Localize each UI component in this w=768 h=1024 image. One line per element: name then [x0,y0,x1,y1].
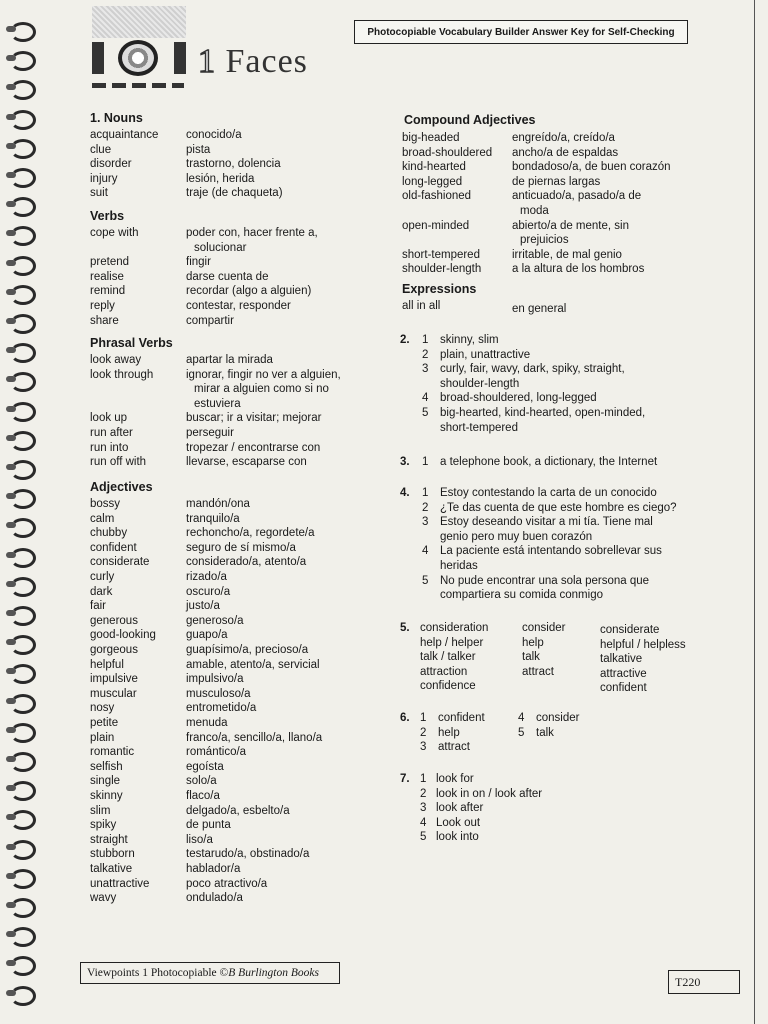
english-term: reply [90,300,115,312]
adjective-form: confident [600,682,647,695]
spiral-ring [6,166,36,184]
publisher-brand: B Burlington Books [228,967,319,979]
answer-number: 3 [420,802,427,815]
english-term: look up [90,412,128,425]
answer-number: 2 [420,787,427,800]
verb-form: talk [522,651,540,664]
spanish-translation: franco/a, sencillo/a, llano/a [186,731,323,744]
spiral-ring [6,341,36,359]
spanish-translation: ancho/a de espaldas [512,146,619,159]
exercise-number: 2. [400,334,410,346]
english-term: dark [90,585,113,598]
english-term: clue [90,143,112,156]
spiral-ring [6,984,36,1002]
english-term: skinny [90,790,123,802]
spanish-translation: ondulado/a [186,892,243,905]
english-term: big-headed [402,132,460,144]
spanish-translation: testarudo/a, obstinado/a [186,848,310,861]
answer-text: compartiera su comida conmigo [440,589,603,602]
english-term: straight [90,833,128,846]
answer-number: 2 [420,726,427,739]
english-term: talkative [90,863,133,875]
english-term: shoulder-length [402,263,482,276]
english-term: share [90,314,119,327]
spiral-ring [6,925,36,943]
english-term: fair [90,600,106,613]
spiral-ring [6,867,36,885]
answer-text: confident [438,712,485,724]
english-term: cope with [90,227,139,239]
spanish-translation: guapísimo/a, precioso/a [186,644,309,656]
spanish-translation: apartar la mirada [186,354,273,366]
english-term: remind [90,285,126,298]
english-term: single [90,775,121,788]
english-term: realise [90,270,124,283]
spanish-translation: moda [520,205,549,217]
unit-title [198,42,308,82]
english-term: considerate [90,556,150,569]
noun-form: attraction [420,665,468,678]
section-heading: Phrasal Verbs [90,336,173,350]
unit-number: 1 [198,43,216,80]
spanish-translation: menuda [186,717,228,729]
spiral-ring [6,224,36,242]
logo-block-right [174,42,186,74]
spanish-translation: compartir [186,314,234,327]
answer-text: No pude encontrar una sola persona que [440,574,650,587]
spiral-ring [6,750,36,768]
answer-number: 1 [420,712,427,724]
spiral-ring [6,633,36,651]
spanish-translation: musculoso/a [186,687,251,700]
answer-number: 5 [518,726,525,739]
unit-title-text: Faces [225,43,308,80]
spiral-ring [6,604,36,622]
answer-text: ¿Te das cuenta de que este hombre es ciego? [440,501,677,514]
section-heading: 1. Nouns [90,111,143,125]
answer-text: heridas [440,560,478,572]
english-term: run after [90,427,133,439]
english-term: unattractive [90,877,150,890]
english-term: calm [90,512,115,525]
spanish-translation: ignorar, fingir no ver a alguien, [186,368,341,381]
answer-number: 1 [422,487,429,499]
spanish-translation: lesión, herida [186,172,255,185]
spiral-ring [6,954,36,972]
answer-text: La paciente está intentando sobrellevar sus [440,545,662,558]
adjective-form: talkative [600,653,643,666]
page-edge [754,0,755,1024]
section-heading: Adjectives [90,480,153,494]
spiral-ring [6,78,36,96]
logo-block-left [92,42,104,74]
spanish-translation: amable, atento/a, servicial [186,658,320,671]
answer-text: big-hearted, kind-hearted, open-minded, [440,407,646,419]
answer-number: 2 [422,501,429,514]
exercise-number: 3. [400,456,410,468]
answer-number: 3 [420,741,427,754]
unit-logo [92,38,188,82]
spiral-ring [6,808,36,826]
spiral-ring [6,692,36,710]
spanish-translation: rechoncho/a, regordete/a [186,527,315,540]
spiral-ring [6,516,36,534]
spiral-ring [6,487,36,505]
english-term: wavy [90,892,117,905]
answer-text: look after [436,802,484,815]
spiral-ring [6,429,36,447]
spiral-ring [6,108,36,126]
spanish-translation: tranquilo/a [186,512,240,525]
answer-number: 4 [420,816,427,829]
spanish-translation: solucionar [194,241,247,254]
answer-number: 1 [420,773,427,785]
english-term: impulsive [90,673,138,686]
english-term: open-minded [402,219,470,232]
spanish-translation: guapo/a [186,629,228,642]
english-term: old-fashioned [402,190,472,203]
spiral-ring [6,137,36,155]
english-term: good-looking [90,629,156,642]
spiral-ring [6,195,36,213]
english-term: helpful [90,658,124,671]
spanish-translation: anticuado/a, pasado/a de [512,190,642,203]
spiral-ring [6,400,36,418]
spiral-ring [6,662,36,680]
english-term: stubborn [90,848,135,861]
spanish-translation: contestar, responder [186,300,291,312]
noun-form: help / helper [420,636,484,649]
spanish-translation: de piernas largas [512,175,601,188]
page-number: T220 [668,970,740,994]
spiral-ring [6,458,36,476]
spanish-translation: darse cuenta de [186,270,269,283]
spiral-ring [6,575,36,593]
exercise-number: 7. [400,773,410,785]
spiral-ring [6,370,36,388]
english-term: disorder [90,158,132,171]
spiral-ring [6,896,36,914]
answer-number: 4 [422,392,429,405]
spiral-binding [0,20,42,1020]
exercise-number: 6. [400,712,410,724]
english-term: look through [90,368,154,381]
spanish-translation: en general [512,303,567,315]
english-term: selfish [90,760,123,773]
english-term: all in all [402,300,441,312]
spanish-translation: de punta [186,819,231,832]
adjective-form: helpful / helpless [600,638,686,651]
english-term: kind-hearted [402,161,466,174]
answer-number: 2 [422,348,429,361]
spanish-translation: oscuro/a [186,585,231,598]
spiral-ring [6,49,36,67]
copyright-symbol: © [219,967,229,979]
spiral-ring [6,779,36,797]
english-term: chubby [90,527,128,540]
spanish-translation: liso/a [186,833,213,846]
spanish-translation: pista [186,143,211,156]
spanish-translation: llevarse, escaparse con [186,456,307,469]
answer-number: 4 [422,545,429,558]
adjective-form: attractive [600,667,647,680]
answer-text: look in on / look after [436,787,543,800]
spanish-translation: flaco/a [186,790,220,802]
spanish-translation: buscar; ir a visitar; mejorar [186,412,322,425]
logo-strip [92,83,184,88]
answer-text: curly, fair, wavy, dark, spiky, straight, [440,363,625,376]
answer-number: 5 [422,574,429,587]
answer-text: a telephone book, a dictionary, the Internet [440,456,658,468]
english-term: plain [90,731,115,744]
english-term: curly [90,571,115,583]
english-term: muscular [90,687,137,700]
spiral-ring [6,254,36,272]
spanish-translation: delgado/a, esbelto/a [186,804,290,817]
english-term: confident [90,541,137,554]
spiral-ring [6,283,36,301]
english-term: generous [90,614,138,627]
footer-credit [80,962,340,984]
spanish-translation: conocido/a [186,129,242,141]
section-heading: Verbs [90,209,125,223]
answer-text: Estoy deseando visitar a mi tía. Tiene mal [440,516,653,529]
english-term: run into [90,441,129,454]
verb-form: attract [522,665,554,678]
english-term: short-tempered [402,248,480,261]
spiral-ring [6,721,36,739]
answer-text: broad-shouldered, long-legged [440,392,597,405]
english-term: gorgeous [90,644,138,656]
english-term: broad-shouldered [402,146,493,159]
spanish-translation: recordar (algo a alguien) [186,285,312,298]
english-term: run off with [90,456,147,469]
spanish-translation: trastorno, dolencia [186,158,281,171]
spanish-translation: romántico/a [186,746,247,759]
spanish-translation: mandón/ona [186,498,250,510]
spanish-translation: mirar a alguien como si no [194,383,329,396]
spiral-ring [6,838,36,856]
answer-text: shoulder-length [440,377,520,390]
answer-text: Look out [436,816,481,829]
spanish-translation: entrometido/a [186,702,257,715]
english-term: suit [90,187,108,200]
english-term: nosy [90,702,115,715]
spanish-translation: abierto/a de mente, sin [512,219,629,232]
english-term: acquaintance [90,129,159,141]
answer-text: Estoy contestando la carta de un conocido [440,487,657,499]
english-term: petite [90,717,119,729]
answer-number: 1 [422,334,429,346]
spanish-translation: engreído/a, creído/a [512,132,615,144]
answer-number: 5 [422,407,429,419]
exercise-number: 5. [400,622,410,634]
verb-form: consider [522,622,566,634]
spanish-translation: poco atractivo/a [186,877,268,890]
spanish-translation: irritable, de mal genio [512,248,622,261]
answer-text: plain, unattractive [440,348,531,361]
spanish-translation: justo/a [186,600,220,613]
noun-form: confidence [420,680,476,693]
verb-form: help [522,636,544,649]
spanish-translation: estuviera [194,397,241,410]
spanish-translation: perseguir [186,427,234,439]
spanish-translation: seguro de sí mismo/a [186,541,296,554]
adjective-form: considerate [600,624,660,636]
spanish-translation: fingir [186,256,211,269]
spanish-translation: poder con, hacer frente a, [186,227,318,239]
english-term: injury [90,172,118,185]
eye-icon [118,40,158,76]
english-term: look away [90,354,142,366]
answer-text: skinny, slim [440,334,499,346]
spiral-ring [6,20,36,38]
english-term: slim [90,804,111,817]
answer-text: help [438,726,460,739]
section-heading: Compound Adjectives [404,113,536,127]
answer-number: 4 [518,712,525,724]
answer-text: consider [536,712,580,724]
header-pattern [92,6,186,38]
answer-number: 1 [422,456,429,468]
spanish-translation: considerado/a, atento/a [186,556,307,569]
spanish-translation: rizado/a [186,571,227,583]
noun-form: consideration [420,622,489,634]
spanish-translation: egoísta [186,760,224,773]
noun-form: talk / talker [420,651,476,664]
spanish-translation: solo/a [186,775,217,788]
section-heading: Expressions [402,282,477,296]
spanish-translation: bondadoso/a, de buen corazón [512,161,671,174]
spanish-translation: traje (de chaqueta) [186,187,283,200]
spanish-translation: impulsivo/a [186,673,244,686]
answer-text: attract [438,741,470,754]
english-term: pretend [90,256,130,269]
spiral-ring [6,312,36,330]
answer-number: 3 [422,516,429,529]
answer-text: short-tempered [440,421,518,434]
spanish-translation: prejuicios [520,234,569,247]
spanish-translation: hablador/a [186,863,241,875]
answer-text: talk [536,726,554,739]
spiral-ring [6,546,36,564]
english-term: long-legged [402,175,463,188]
exercise-number: 4. [400,487,410,499]
english-term: romantic [90,746,135,759]
english-term: spiky [90,819,117,832]
spanish-translation: tropezar / encontrarse con [186,441,321,454]
answer-number: 5 [420,831,427,844]
answer-text: genio pero muy buen corazón [440,530,593,543]
spanish-translation: generoso/a [186,614,244,627]
answer-number: 3 [422,363,429,376]
answer-text: look for [436,773,474,785]
english-term: bossy [90,498,121,510]
answer-text: look into [436,831,479,844]
spanish-translation: a la altura de los hombros [512,263,645,276]
footer-prefix: Viewpoints 1 Photocopiable [87,967,220,979]
answer-key-label: Photocopiable Vocabulary Builder Answer Key for Self-Checking [354,20,688,44]
